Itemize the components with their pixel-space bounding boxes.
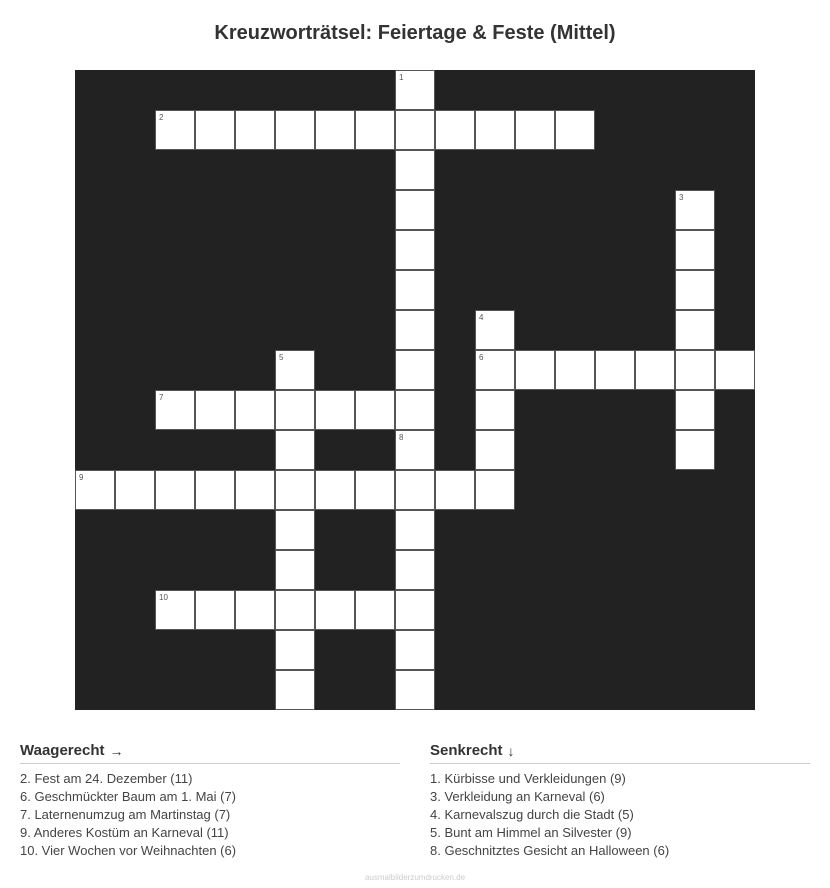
clue-item: 5. Bunt am Himmel an Silvester (9) bbox=[430, 825, 632, 840]
clue-item: 3. Verkleidung an Karneval (6) bbox=[430, 789, 605, 804]
crossword-cell[interactable] bbox=[395, 550, 435, 590]
crossword-cell[interactable] bbox=[115, 470, 155, 510]
crossword-cell[interactable] bbox=[395, 510, 435, 550]
crossword-cell[interactable] bbox=[275, 110, 315, 150]
crossword-cell[interactable] bbox=[395, 110, 435, 150]
clue-item: 1. Kürbisse und Verkleidungen (9) bbox=[430, 771, 626, 786]
crossword-cell[interactable] bbox=[275, 510, 315, 550]
crossword-cell[interactable] bbox=[155, 590, 195, 630]
right-arrow-icon: → bbox=[109, 743, 124, 759]
crossword-cell[interactable] bbox=[195, 470, 235, 510]
crossword-cell[interactable] bbox=[315, 110, 355, 150]
clue-item: 6. Geschmückter Baum am 1. Mai (7) bbox=[20, 789, 237, 804]
crossword-cell[interactable] bbox=[155, 390, 195, 430]
crossword-cell[interactable] bbox=[275, 590, 315, 630]
crossword-cell[interactable] bbox=[235, 590, 275, 630]
crossword-cell[interactable] bbox=[475, 390, 515, 430]
down-heading-label: Senkrecht bbox=[430, 742, 503, 759]
crossword-cell[interactable] bbox=[395, 270, 435, 310]
crossword-cell[interactable] bbox=[355, 590, 395, 630]
crossword-cell[interactable] bbox=[675, 310, 715, 350]
crossword-cell[interactable] bbox=[275, 350, 315, 390]
clue-number: 3 bbox=[679, 193, 684, 202]
crossword-cell[interactable] bbox=[395, 670, 435, 710]
crossword-cell[interactable] bbox=[475, 350, 515, 390]
crossword-cell[interactable] bbox=[555, 110, 595, 150]
crossword-cell[interactable] bbox=[395, 630, 435, 670]
down-heading bbox=[430, 741, 810, 764]
crossword-cell[interactable] bbox=[155, 110, 195, 150]
crossword-cell[interactable] bbox=[475, 110, 515, 150]
crossword-cell[interactable] bbox=[715, 350, 755, 390]
across-clues-section bbox=[20, 741, 400, 860]
clue-number: 4 bbox=[479, 313, 484, 322]
crossword-cell[interactable] bbox=[235, 470, 275, 510]
across-heading-label: Waagerecht bbox=[20, 742, 105, 759]
crossword-cell[interactable] bbox=[395, 230, 435, 270]
crossword-cell[interactable] bbox=[395, 150, 435, 190]
crossword-cell[interactable] bbox=[355, 390, 395, 430]
crossword-cell[interactable] bbox=[395, 390, 435, 430]
crossword-cell[interactable] bbox=[635, 350, 675, 390]
clue-item: 4. Karnevalszug durch die Stadt (5) bbox=[430, 807, 634, 822]
clue-item: 7. Laternenumzug am Martinstag (7) bbox=[20, 807, 231, 822]
clue-item: 8. Geschnitztes Gesicht an Halloween (6) bbox=[430, 843, 670, 858]
crossword-cell[interactable] bbox=[275, 430, 315, 470]
crossword-cell[interactable] bbox=[675, 190, 715, 230]
crossword-cell[interactable] bbox=[675, 350, 715, 390]
crossword-cell[interactable] bbox=[675, 390, 715, 430]
clue-number: 1 bbox=[399, 73, 404, 82]
clue-number: 5 bbox=[279, 353, 284, 362]
crossword-cell[interactable] bbox=[675, 230, 715, 270]
crossword-cell[interactable] bbox=[395, 350, 435, 390]
crossword-cell[interactable] bbox=[275, 470, 315, 510]
crossword-cell[interactable] bbox=[315, 590, 355, 630]
crossword-cell[interactable] bbox=[355, 470, 395, 510]
clue-number: 2 bbox=[159, 113, 164, 122]
clue-number: 8 bbox=[399, 433, 404, 442]
crossword-grid bbox=[75, 70, 755, 710]
crossword-cell[interactable] bbox=[515, 350, 555, 390]
crossword-cell[interactable] bbox=[275, 670, 315, 710]
clue-number: 7 bbox=[159, 393, 164, 402]
crossword-cell[interactable] bbox=[195, 590, 235, 630]
down-clues-section bbox=[430, 741, 810, 860]
down-clue-list bbox=[430, 770, 810, 860]
crossword-cell[interactable] bbox=[675, 430, 715, 470]
crossword-cell[interactable] bbox=[595, 350, 635, 390]
crossword-cell[interactable] bbox=[315, 470, 355, 510]
crossword-cell[interactable] bbox=[435, 110, 475, 150]
crossword-cell[interactable] bbox=[395, 190, 435, 230]
crossword-cell[interactable] bbox=[275, 550, 315, 590]
crossword-cell[interactable] bbox=[395, 310, 435, 350]
crossword-cell[interactable] bbox=[475, 470, 515, 510]
crossword-cell[interactable] bbox=[395, 470, 435, 510]
clue-item: 2. Fest am 24. Dezember (11) bbox=[20, 771, 193, 786]
crossword-cell[interactable] bbox=[275, 390, 315, 430]
across-clue-list bbox=[20, 770, 400, 860]
crossword-cell[interactable] bbox=[355, 110, 395, 150]
down-arrow-icon: ↓ bbox=[507, 743, 515, 759]
crossword-cell[interactable] bbox=[395, 430, 435, 470]
crossword-cell[interactable] bbox=[675, 270, 715, 310]
crossword-cell[interactable] bbox=[395, 70, 435, 110]
crossword-cell[interactable] bbox=[435, 470, 475, 510]
clue-number: 9 bbox=[79, 473, 84, 482]
crossword-cell[interactable] bbox=[235, 390, 275, 430]
crossword-cell[interactable] bbox=[555, 350, 595, 390]
crossword-cell[interactable] bbox=[75, 470, 115, 510]
clue-number: 10 bbox=[159, 593, 168, 602]
crossword-cell[interactable] bbox=[155, 470, 195, 510]
footer-credit: ausmalbilderzumdrucken.de bbox=[364, 873, 466, 882]
crossword-cell[interactable] bbox=[395, 590, 435, 630]
crossword-cell[interactable] bbox=[275, 630, 315, 670]
clue-item: 9. Anderes Kostüm an Karneval (11) bbox=[20, 825, 229, 840]
clue-item: 10. Vier Wochen vor Weihnachten (6) bbox=[20, 843, 237, 858]
across-heading bbox=[20, 741, 400, 764]
crossword-cell[interactable] bbox=[475, 430, 515, 470]
page-title: Kreuzworträtsel: Feiertage & Feste (Mittel) bbox=[214, 22, 616, 44]
crossword-cell[interactable] bbox=[515, 110, 555, 150]
clue-number: 6 bbox=[479, 353, 484, 362]
crossword-cell[interactable] bbox=[195, 390, 235, 430]
crossword-cell[interactable] bbox=[235, 110, 275, 150]
crossword-cell[interactable] bbox=[315, 390, 355, 430]
crossword-cell[interactable] bbox=[195, 110, 235, 150]
crossword-cell[interactable] bbox=[475, 310, 515, 350]
